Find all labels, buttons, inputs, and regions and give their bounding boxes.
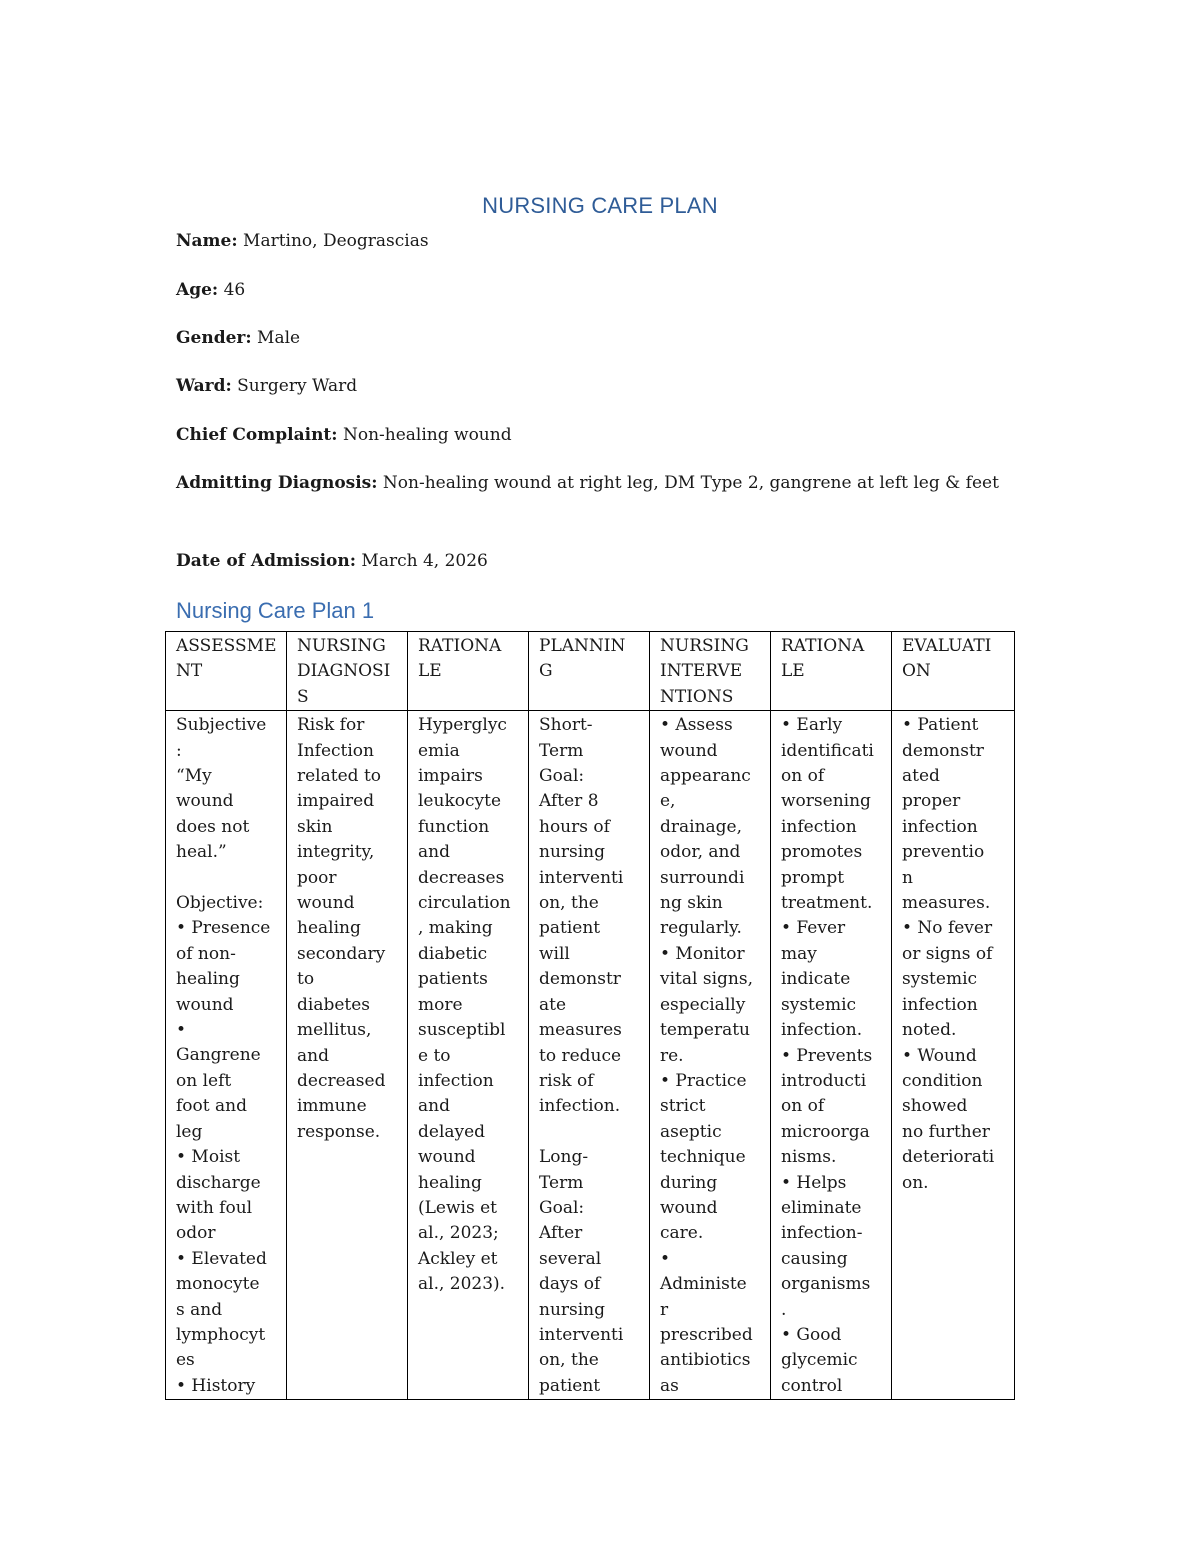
- cell-line: wound: [176, 791, 234, 812]
- cell-line: drainage,: [660, 816, 743, 837]
- cell-line: on of: [781, 766, 825, 787]
- field-chief-complaint: [176, 421, 1006, 450]
- cell-line: NURSING: [660, 636, 749, 656]
- cell-line: , making: [418, 918, 493, 939]
- cell-line: Hyperglyc: [418, 715, 507, 736]
- cell-line: antibiotics: [660, 1350, 751, 1371]
- cell-line: ng skin: [660, 893, 723, 914]
- cell-line: circulation: [418, 893, 511, 914]
- cell-line: control: [781, 1375, 843, 1396]
- cell-line: especially: [660, 994, 746, 1015]
- header-planning: [529, 632, 650, 711]
- field-label: Age:: [176, 280, 219, 300]
- cell-line: healing: [297, 918, 361, 939]
- cell-line: mellitus,: [297, 1020, 372, 1041]
- cell-line: emia: [418, 740, 460, 761]
- cell-line: es: [176, 1350, 195, 1371]
- cell-line: DIAGNOSI: [297, 661, 391, 682]
- cell-line: monocyte: [176, 1274, 260, 1295]
- cell-line: days of: [539, 1274, 601, 1295]
- field-label: Admitting Diagnosis:: [176, 473, 378, 493]
- cell-line: • Good: [781, 1324, 842, 1345]
- header-nursing-diagnosis: [287, 632, 408, 711]
- cell-line: interventi: [539, 867, 624, 888]
- cell-line: • Patient: [902, 715, 979, 736]
- cell-line: on left: [176, 1070, 232, 1091]
- cell-line: al., 2023).: [418, 1274, 506, 1295]
- cell-line: demonstr: [902, 740, 984, 761]
- cell-line: poor: [297, 867, 337, 888]
- cell-line: delayed: [418, 1121, 486, 1142]
- cell-line: re.: [660, 1045, 684, 1066]
- cell-line: :: [176, 740, 182, 761]
- field-value: Surgery Ward: [231, 376, 358, 396]
- cell-line: Objective:: [176, 893, 264, 914]
- field-admitting-diagnosis: [176, 469, 1006, 498]
- cell-line: appearanc: [660, 766, 751, 787]
- cell-line: prompt: [781, 867, 845, 888]
- cell-line: Short-: [539, 715, 593, 736]
- cell-line: Long-: [539, 1147, 589, 1168]
- cell-line: (Lewis et: [418, 1197, 497, 1218]
- cell-line: introducti: [781, 1070, 867, 1091]
- cell-line: wound: [297, 893, 355, 914]
- cell-line: Term: [539, 1172, 584, 1193]
- cell-line: Term: [539, 740, 584, 761]
- cell-line: promotes: [781, 842, 863, 863]
- cell-line: PLANNIN: [539, 636, 626, 656]
- field-name: [176, 227, 1006, 256]
- cell-assessment: [166, 711, 287, 1400]
- cell-line: • Fever: [781, 918, 846, 939]
- cell-line: Administe: [660, 1274, 747, 1295]
- cell-line: INTERVE: [660, 661, 743, 682]
- cell-line: diabetes: [297, 994, 371, 1015]
- cell-line: temperatu: [660, 1020, 750, 1041]
- cell-line: heal.”: [176, 842, 227, 863]
- cell-line: NURSING: [297, 636, 386, 656]
- cell-line: surroundi: [660, 867, 745, 888]
- cell-line: wound: [660, 740, 718, 761]
- cell-line: and: [418, 1096, 450, 1117]
- cell-line: secondary: [297, 943, 386, 964]
- cell-planning: [529, 711, 650, 1400]
- cell-line: function: [418, 816, 490, 837]
- cell-line: After 8: [539, 791, 599, 812]
- cell-line: infection.: [539, 1096, 621, 1117]
- cell-line: measures: [539, 1020, 622, 1041]
- cell-line: NTIONS: [660, 686, 734, 707]
- cell-line: patient: [539, 1375, 601, 1396]
- cell-line: systemic: [902, 969, 978, 990]
- cell-line: • Moist: [176, 1147, 241, 1168]
- cell-line: Goal:: [539, 1197, 585, 1218]
- cell-line: diabetic: [418, 943, 488, 964]
- cell-line: causing: [781, 1248, 848, 1269]
- section-heading: Nursing Care Plan 1: [176, 598, 375, 623]
- cell-line: RATIONA: [418, 636, 502, 656]
- cell-nursing-diagnosis: [287, 711, 408, 1400]
- cell-line: preventio: [902, 842, 985, 863]
- cell-line: leukocyte: [418, 791, 501, 812]
- field-gender: [176, 324, 1006, 353]
- cell-line: LE: [781, 661, 805, 682]
- cell-line: s and: [176, 1299, 223, 1320]
- cell-line: and: [418, 842, 450, 863]
- cell-line: RATIONA: [781, 636, 865, 656]
- cell-line: aseptic: [660, 1121, 722, 1142]
- cell-line: ated: [902, 766, 940, 787]
- cell-line: impaired: [297, 791, 375, 812]
- cell-line: care.: [660, 1223, 704, 1244]
- cell-line: may: [781, 943, 817, 964]
- cell-line: foot and: [176, 1096, 247, 1117]
- cell-line: After: [539, 1223, 583, 1244]
- cell-line: Infection: [297, 740, 374, 761]
- cell-line: G: [539, 661, 553, 682]
- cell-line: with foul: [176, 1197, 253, 1218]
- cell-evaluation: [892, 711, 1015, 1400]
- cell-line: integrity,: [297, 842, 375, 863]
- cell-line: glycemic: [781, 1350, 858, 1371]
- cell-line: decreased: [297, 1070, 386, 1091]
- cell-line: more: [418, 994, 463, 1015]
- cell-line: treatment.: [781, 893, 873, 914]
- header-rationale-2: [771, 632, 892, 711]
- cell-line: ON: [902, 661, 931, 682]
- cell-line: infection-: [781, 1223, 863, 1244]
- cell-line: LE: [418, 661, 442, 682]
- cell-line: • Helps: [781, 1172, 847, 1193]
- cell-line: ate: [539, 994, 567, 1015]
- cell-line: of non-: [176, 943, 236, 964]
- cell-line: nisms.: [781, 1147, 837, 1168]
- cell-line: • Early: [781, 715, 843, 736]
- cell-line: patients: [418, 969, 488, 990]
- field-value: Martino, Deograscias: [237, 231, 429, 251]
- cell-line: indicate: [781, 969, 851, 990]
- cell-line: • Practice: [660, 1070, 747, 1091]
- cell-line: “My: [176, 766, 212, 787]
- cell-line: e to: [418, 1045, 451, 1066]
- cell-line: al., 2023;: [418, 1223, 499, 1244]
- cell-line: odor, and: [660, 842, 741, 863]
- cell-line: microorga: [781, 1121, 870, 1142]
- cell-line: will: [539, 943, 570, 964]
- field-label: Gender:: [176, 328, 252, 348]
- cell-line: infection: [902, 994, 978, 1015]
- field-date-of-admission: [176, 547, 1006, 576]
- cell-line: odor: [176, 1223, 216, 1244]
- cell-line: [539, 1120, 643, 1145]
- cell-line: to: [297, 969, 315, 990]
- cell-rationale-2: [771, 711, 892, 1400]
- document-title: NURSING CARE PLAN: [482, 193, 718, 218]
- cell-line: proper: [902, 791, 961, 812]
- cell-line: wound: [418, 1147, 476, 1168]
- cell-line: during: [660, 1172, 718, 1193]
- cell-line: condition: [902, 1070, 983, 1091]
- cell-line: on, the: [539, 1350, 599, 1371]
- cell-line: r: [660, 1299, 669, 1320]
- cell-line: as: [660, 1375, 679, 1396]
- cell-line: patient: [539, 918, 601, 939]
- cell-line: Goal:: [539, 766, 585, 787]
- cell-line: • Assess: [660, 715, 733, 736]
- field-label: Name:: [176, 231, 238, 251]
- cell-line: Risk for: [297, 715, 365, 736]
- cell-line: infection: [781, 816, 857, 837]
- cell-line: e,: [660, 791, 676, 812]
- nursing-care-plan-table: [165, 631, 1015, 1400]
- cell-line: worsening: [781, 791, 871, 812]
- cell-line: • Elevated: [176, 1248, 267, 1269]
- cell-line: • Wound: [902, 1045, 977, 1066]
- cell-line: Ackley et: [418, 1248, 498, 1269]
- cell-line: [176, 866, 280, 891]
- cell-line: demonstr: [539, 969, 621, 990]
- cell-line: decreases: [418, 867, 505, 888]
- cell-line: Gangrene: [176, 1045, 261, 1066]
- field-ward: [176, 372, 1006, 401]
- cell-line: nursing: [539, 842, 606, 863]
- table-header-row: [166, 632, 1015, 711]
- cell-line: nursing: [539, 1299, 606, 1320]
- cell-line: or signs of: [902, 943, 993, 964]
- cell-line: technique: [660, 1147, 746, 1168]
- cell-line: noted.: [902, 1020, 957, 1041]
- field-value: 46: [218, 280, 246, 300]
- cell-line: showed: [902, 1096, 968, 1117]
- field-label: Ward:: [176, 376, 232, 396]
- cell-line: on, the: [539, 893, 599, 914]
- field-value: Male: [251, 328, 301, 348]
- cell-line: wound: [660, 1197, 718, 1218]
- cell-line: • Monitor: [660, 943, 745, 964]
- cell-line: vital signs,: [660, 969, 753, 990]
- cell-line: eliminate: [781, 1197, 862, 1218]
- header-assessment: [166, 632, 287, 711]
- cell-line: does not: [176, 816, 250, 837]
- cell-line: discharge: [176, 1172, 261, 1193]
- cell-line: NT: [176, 661, 203, 682]
- cell-line: skin: [297, 816, 333, 837]
- cell-line: and: [297, 1045, 329, 1066]
- cell-nursing-interventions: [650, 711, 771, 1400]
- cell-line: •: [176, 1020, 187, 1041]
- cell-line: interventi: [539, 1324, 624, 1345]
- cell-line: response.: [297, 1121, 381, 1142]
- cell-line: Subjective: [176, 715, 267, 736]
- field-age: [176, 276, 1006, 305]
- field-value: Non-healing wound at right leg, DM Type 2, gangrene at left leg & feet: [377, 473, 999, 493]
- cell-line: systemic: [781, 994, 857, 1015]
- cell-line: on.: [902, 1172, 929, 1193]
- cell-line: • No fever: [902, 918, 993, 939]
- cell-line: •: [660, 1248, 671, 1269]
- cell-line: wound: [176, 994, 234, 1015]
- cell-line: healing: [176, 969, 240, 990]
- cell-line: healing: [418, 1172, 482, 1193]
- cell-line: .: [781, 1299, 787, 1320]
- cell-line: several: [539, 1248, 602, 1269]
- cell-line: • Presence: [176, 918, 271, 939]
- cell-line: impairs: [418, 766, 483, 787]
- field-value: March 4, 2026: [356, 551, 488, 571]
- cell-line: leg: [176, 1121, 203, 1142]
- cell-line: • History: [176, 1375, 256, 1396]
- field-label: Chief Complaint:: [176, 425, 338, 445]
- cell-line: infection: [902, 816, 978, 837]
- cell-line: risk of: [539, 1070, 594, 1091]
- cell-line: hours of: [539, 816, 610, 837]
- cell-line: no further: [902, 1121, 990, 1142]
- cell-line: related to: [297, 766, 382, 787]
- field-value: Non-healing wound: [337, 425, 512, 445]
- cell-line: on of: [781, 1096, 825, 1117]
- cell-line: S: [297, 686, 309, 707]
- cell-line: regularly.: [660, 918, 742, 939]
- cell-line: EVALUATI: [902, 636, 992, 656]
- cell-line: ASSESSME: [176, 636, 277, 656]
- cell-line: lymphocyt: [176, 1324, 266, 1345]
- cell-line: susceptibl: [418, 1020, 506, 1041]
- field-label: Date of Admission:: [176, 551, 357, 571]
- cell-rationale: [408, 711, 529, 1400]
- cell-line: • Prevents: [781, 1045, 873, 1066]
- header-nursing-interventions: [650, 632, 771, 711]
- table-row: [166, 711, 1015, 1400]
- cell-line: strict: [660, 1096, 706, 1117]
- cell-line: measures.: [902, 893, 991, 914]
- cell-line: identificati: [781, 740, 874, 761]
- header-rationale: [408, 632, 529, 711]
- cell-line: deteriorati: [902, 1147, 995, 1168]
- header-evaluation: [892, 632, 1015, 711]
- cell-line: organisms: [781, 1274, 871, 1295]
- cell-line: n: [902, 867, 913, 888]
- cell-line: infection: [418, 1070, 494, 1091]
- cell-line: infection.: [781, 1020, 863, 1041]
- cell-line: prescribed: [660, 1324, 753, 1345]
- cell-line: immune: [297, 1096, 367, 1117]
- cell-line: to reduce: [539, 1045, 622, 1066]
